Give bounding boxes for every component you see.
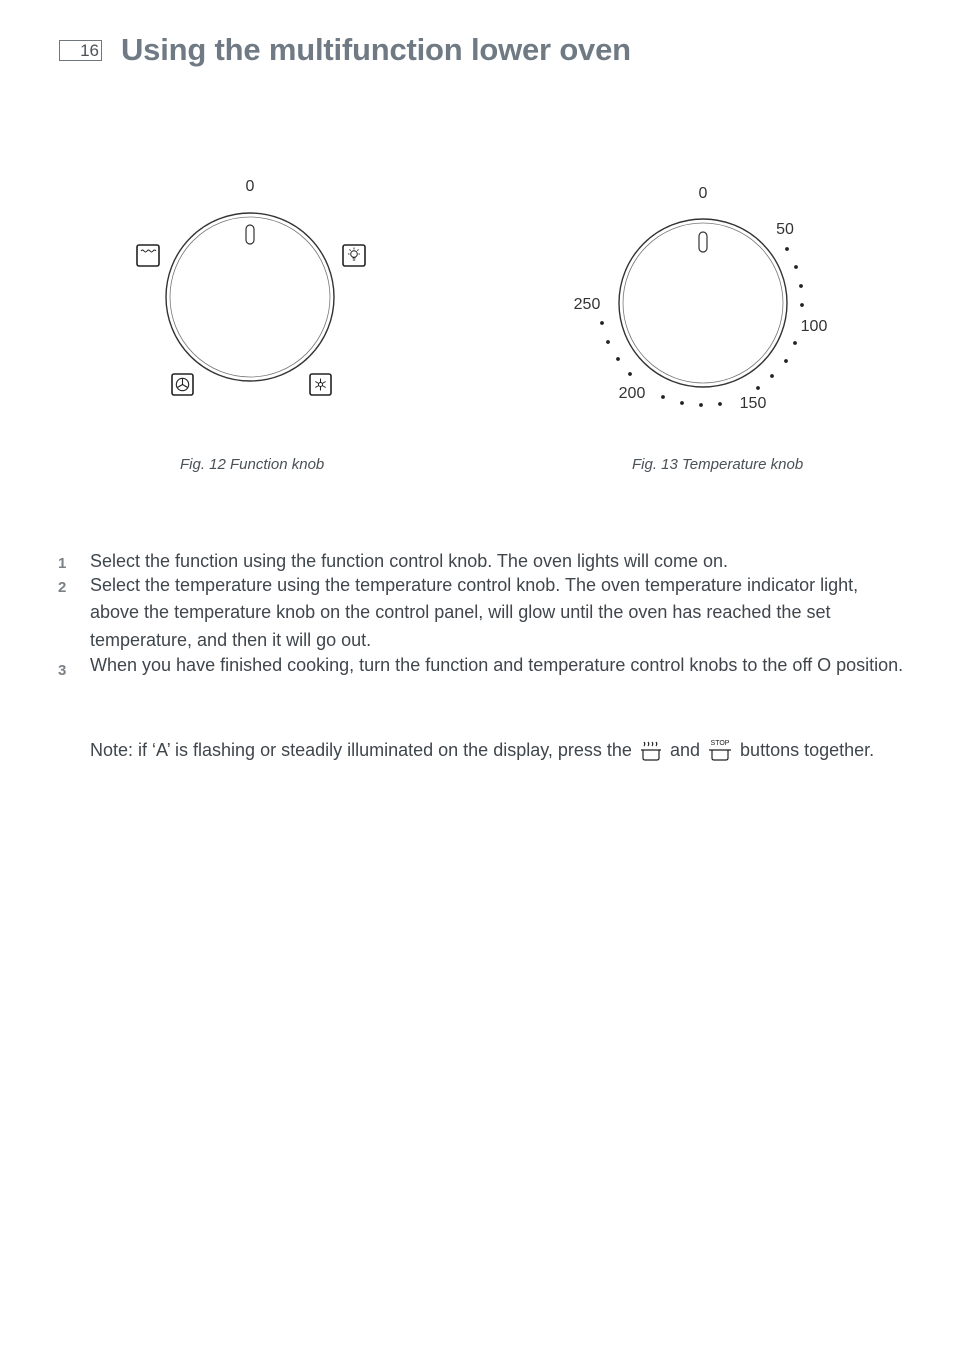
temperature-knob-caption: Fig. 13 Temperature knob bbox=[632, 456, 804, 473]
function-knob-zero-label: 0 bbox=[245, 178, 255, 195]
temperature-knob-figure bbox=[560, 175, 850, 420]
instruction-steps bbox=[58, 548, 908, 680]
temp-label-250: 250 bbox=[573, 296, 601, 313]
page-title: Using the multifunction lower oven bbox=[121, 32, 631, 67]
note-paragraph bbox=[90, 737, 890, 765]
step-number: 1 bbox=[58, 555, 67, 572]
temperature-knob-pointer bbox=[699, 232, 707, 252]
temp-label-0: 0 bbox=[698, 185, 708, 202]
function-knob-caption: Fig. 12 Function knob bbox=[180, 456, 325, 473]
page-number: 16 bbox=[59, 40, 102, 61]
note-prefix: Note: if ‘A’ is flashing or steadily illuminated on the display, press the bbox=[90, 740, 632, 760]
function-knob-pointer bbox=[246, 225, 254, 244]
temp-label-200: 200 bbox=[618, 385, 646, 402]
cooking-pot-heat-icon bbox=[639, 738, 663, 762]
step-number: 2 bbox=[58, 578, 67, 596]
temp-label-100: 100 bbox=[800, 318, 828, 335]
step-number: 3 bbox=[58, 662, 67, 679]
temp-label-150: 150 bbox=[739, 395, 767, 412]
light-bulb-icon bbox=[343, 245, 365, 266]
step-item bbox=[58, 652, 908, 680]
step-text: When you have finished cooking, turn the function and temperature control knobs to the off O position. bbox=[90, 655, 904, 675]
step-text: Select the temperature using the temperature control knob. The oven temperature indicator light, above the temperature knob on the control panel, will glow until the oven has reached the set temperature, and then it will go out. bbox=[90, 574, 859, 650]
note-suffix: buttons together. bbox=[740, 740, 875, 760]
step-item bbox=[58, 572, 908, 655]
stop-pot-icon bbox=[707, 738, 733, 762]
stop-label: STOP bbox=[710, 740, 730, 747]
fan-icon bbox=[172, 374, 193, 395]
temp-label-50: 50 bbox=[776, 221, 794, 238]
step-text: Select the function using the function control knob. The oven lights will come on. bbox=[90, 551, 729, 571]
oven-light-grill-icon bbox=[137, 245, 159, 266]
note-middle: and bbox=[669, 740, 701, 760]
defrost-icon bbox=[310, 374, 331, 395]
function-knob-figure bbox=[120, 165, 380, 405]
